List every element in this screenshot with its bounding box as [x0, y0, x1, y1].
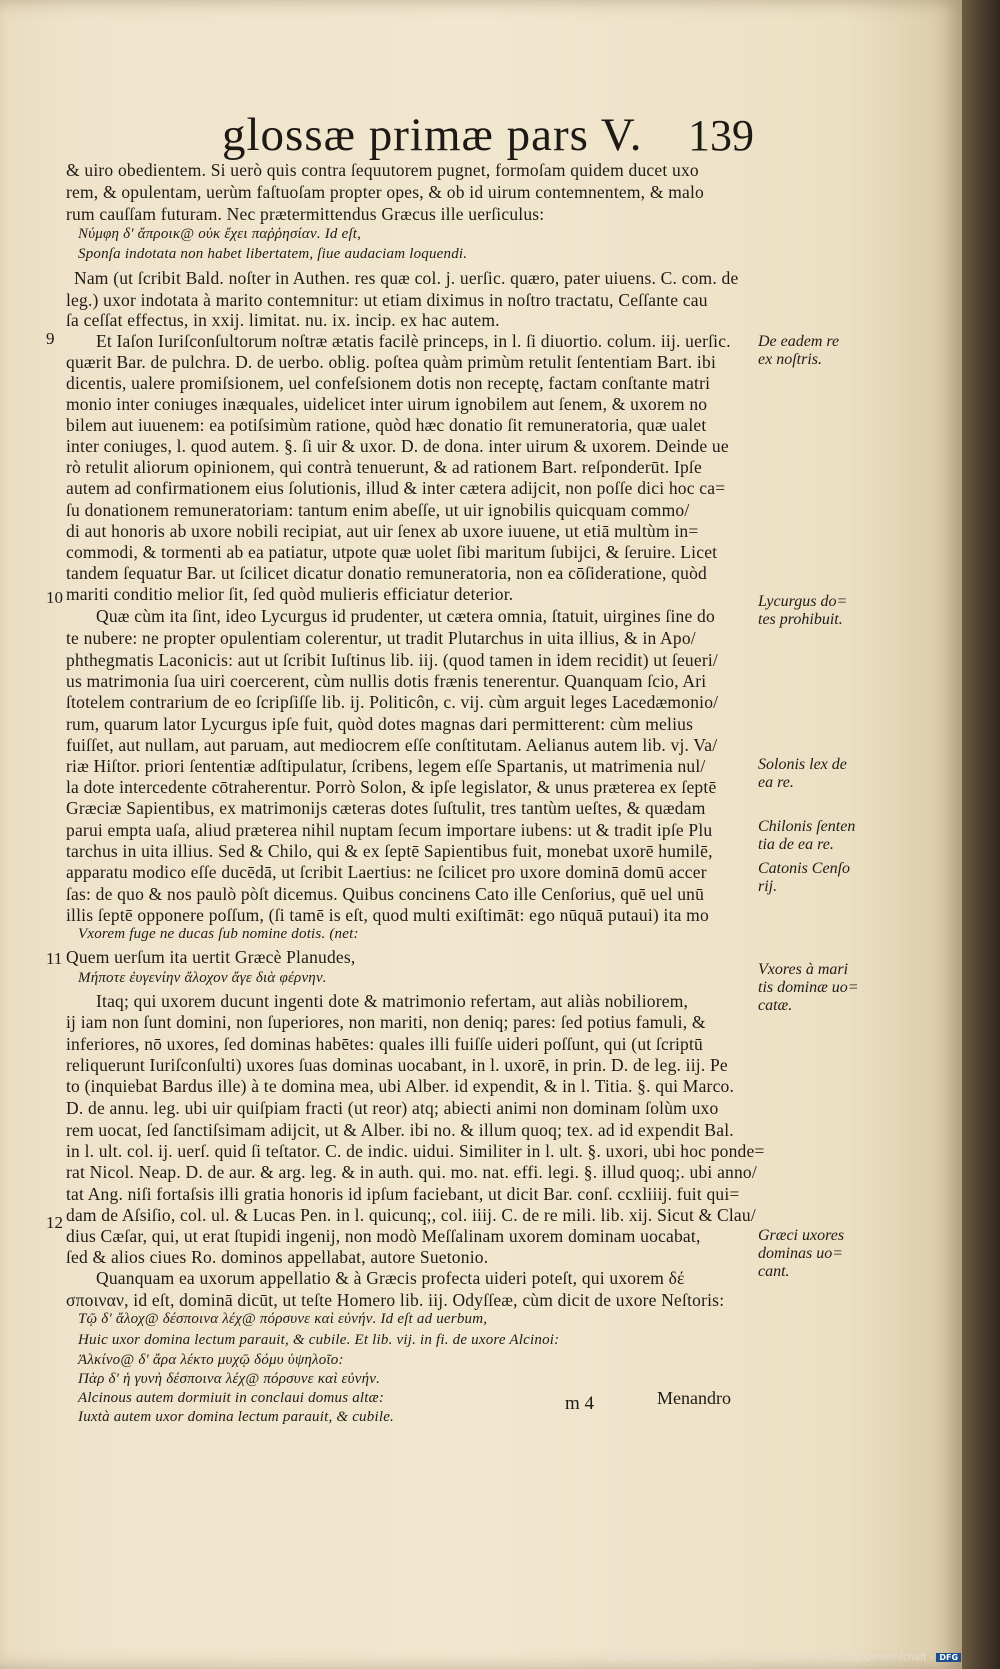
text-line: Iuxtà autem uxor domina lectum parauit, & cubile.	[78, 1409, 394, 1425]
text-line: ſu donationem remuneratoriam: tantum enim abeſſe, ut uir ignobilis quicquam commo/	[66, 500, 690, 520]
marginal-note-line: Solonis lex de	[758, 756, 847, 773]
text-line: rem, & opulentam, uerùm faſtuoſam propter opes, & ob id uirum contemnentem, & malo	[66, 182, 704, 202]
text-line: inter coniuges, l. quod autem. §. ſi uir & uxor. D. de dona. inter uirum & uxorem. Deinde ue	[66, 436, 729, 456]
marginal-note-line: Vxores à mari	[758, 961, 849, 978]
text-line: tandem ſequatur Bar. ut ſcilicet dicatur donatio remuneratoria, non ea cōſideratione, quòd	[66, 563, 707, 583]
text-line: apparatu modico eſſe ducēdā, ut ſcribit Laertius: ne ſcilicet pro uxore dominā domū accer	[66, 862, 707, 882]
text-line: rat Nicol. Neap. D. de aur. & arg. leg. & in auth. qui. mo. nat. effi. legi. §. illud quoq;. ubi anno/	[66, 1162, 757, 1182]
text-line: rem uocat, ſed ſanctiſsimam adijcit, ut & Alber. ibi no. & illum quoq; tex. ad id expendit Bal.	[66, 1120, 734, 1140]
text-line: monio inter coniuges inæquales, uidelicet inter uirum ignobilem aut ſenem, & uxorem no	[66, 394, 708, 414]
marginal-note-line: catæ.	[758, 997, 793, 1014]
marginal-note	[758, 756, 847, 792]
text-line: ſed & alios ciues Ro. dominos appellabat, autore Suetonio.	[66, 1247, 489, 1267]
marginal-note	[758, 333, 839, 369]
text-line: tat Ang. niſi fortaſsis illi gratia honoris id ipſum faciebant, ut dicit Bar. conſ. ccxliiij. fuit qui=	[66, 1184, 740, 1204]
text-line: te nubere: ne propter opulentiam colerentur, ut tradit Plutarchus in uita illius, & in Apo/	[66, 628, 696, 648]
text-line: Nam (ut ſcribit Bald. noſter in Authen. res quæ col. j. uerſic. quæro, pater uiuens. C. com. de	[74, 268, 739, 288]
text-line: rum cauſſam futuram. Nec prætermittendus Græcus ille uerſiculus:	[66, 204, 545, 224]
marginal-note	[758, 961, 859, 1015]
text-line: ſtotelem contrarium de eo ſcripſiſſe lib. ij. Politicôn, c. vij. cùm arguit leges Lacedæmonio/	[66, 692, 719, 712]
running-title: glossæ primæ pars V.	[222, 109, 643, 161]
text-line: ij iam non ſunt domini, non ſuperiores, non mariti, non deniq; pares: ſed potius famuli, &	[66, 1012, 706, 1032]
marginal-note-line: Catonis Cenſo	[758, 860, 851, 877]
marginal-note-line: cant.	[758, 1263, 790, 1280]
marginal-note-line: tia de ea re.	[758, 836, 834, 853]
marginal-note-line: Græci uxores	[758, 1227, 845, 1244]
text-line: Ἀλκίνο@ δ' ἄρα λέκτο μυχῷ δόμυ ὑψηλοῖο:	[78, 1352, 344, 1368]
text-line: rum, quarum lator Lycurgus ipſe fuit, quòd dotes magnas dari permitterent: cùm melius	[66, 714, 694, 734]
text-line: leg.) uxor indotata à marito contemnitur: ut etiam diximus in noſtro tractatu, Ceſſante cau	[66, 290, 708, 310]
text-line: Sponſa indotata non habet libertatem, ſiue audaciam loquendi.	[78, 246, 468, 262]
catchword: Menandro	[657, 1388, 731, 1408]
folio-number: 139	[688, 111, 754, 160]
marginal-note-line: ex noſtris.	[758, 351, 822, 368]
text-line: Græciæ Sapientibus, ex matrimonijs cæteras dotes ſuſtulit, tres tantùm ueſtes, & quædam	[66, 798, 706, 818]
digitization-credit	[600, 1652, 961, 1663]
text-line: Quem uerſum ita uertit Græcè Planudes,	[66, 947, 356, 967]
text-line: to (inquiebat Bardus ille) à te domina mea, ubi Alber. id expendit, & in l. Titia. §. qui Marco.	[66, 1076, 735, 1096]
text-line: Νύμφη δ' ἄπροικ@ οὐκ ἔχει παῤῥησίαν. Id eſt,	[78, 226, 362, 242]
text-line: illis ſeptē opponere poſſum, (ſi tamē is eſt, quod multi exiſtimāt: ego nūquā putaui) ita mo	[66, 905, 709, 925]
text-line: us matrimonia ſua uiri coercerent, cùm nullis dotis frænis tenerentur. Quanquam ſcio, Ari	[66, 671, 707, 691]
text-line: Τῷ δ' ἄλοχ@ δέσποινα λέχ@ πόρσυνε καὶ εὐνήν. Id eſt ad uerbum,	[78, 1311, 488, 1327]
text-line: Πὰρ δ' ἡ γυνὴ δέσποινα λέχ@ πόρσυνε καὶ εὐνήν.	[78, 1371, 381, 1387]
text-line: Quanquam ea uxorum appellatio & à Græcis profecta uideri poteſt, qui uxorem δέ	[96, 1268, 685, 1288]
text-line: di aut honoris ab uxore nobili recipiat, aut uir ſenex ab uxore iuuene, ut etiā multùm in=	[66, 521, 699, 541]
text-line: Quæ cùm ita ſint, ideo Lycurgus id prudenter, ut cætera omnia, ſtatuit, uirgines ſine do	[96, 606, 715, 626]
text-line: Alcinous autem dormiuit in conclaui domus altæ:	[78, 1390, 385, 1406]
marginal-note-line: dominas uo=	[758, 1245, 844, 1262]
marginal-note-line: rij.	[758, 878, 778, 895]
text-line: Et Iaſon Iuriſconſultorum noſtræ ætatis facilè princeps, in l. ſi diuortio. colum. iij. uerſic.	[96, 331, 731, 351]
text-line: dius Cæſar, qui, ut erat ſtupidi ingenij, non modò Meſſalinam uxorem dominam uocabat,	[66, 1226, 701, 1246]
text-line: in l. ult. col. ij. uerſ. quid ſi teſtator. C. de indic. uidui. Similiter in l. ult. §. uxori, ubi hoc ponde=	[66, 1141, 765, 1161]
text-line: rò retulit aliorum opinionem, qui contrà tenuerunt, & ad rationem Bart. reſponderūt. Ipſe	[66, 457, 702, 477]
credit-text: Digitaliſierung gefördert durch die Deutſche Forſchungsgemeinſchaft -	[600, 1652, 934, 1663]
text-line: dicentis, ualere promiſsionem, uel confeſsionem dotis non receptę, factam conſtante matri	[66, 373, 711, 393]
marginal-note	[758, 860, 850, 896]
text-line: reliquerunt Iuriſconſulti) uxores ſuas dominas uocabant, in l. uxorē, in prin. D. de leg. iij. Pe	[66, 1055, 728, 1075]
text-line: tarchus in uita illius. Sed & Chilo, qui & ex ſeptē Sapientibus fuit, monebat uxorē humilē,	[66, 841, 713, 861]
text-line: la dote intercedente cōtraherentur. Porrò Solon, & ipſe legislator, & unus præterea ex ſeptē	[66, 777, 717, 797]
marginal-note-line: Lycurgus do=	[758, 593, 848, 610]
text-line: commodi, & tormenti ab ea patiatur, utpote quæ uolet ſibi maritum ſubijci, & ſeruire. Licet	[66, 542, 718, 562]
section-number: 11	[46, 949, 63, 968]
text-line: bilem aut iuuenem: ea potiſsimùm ratione, quòd hæc donatio ſit remuneratoria, quæ ualet	[66, 415, 707, 435]
text-line: riæ Hiſtor. priori ſententiæ adſtipulatur, ſcribens, legem eſſe Spartanis, ut matrimenia nul/	[66, 756, 706, 776]
text-line: ſas: de quo & nos paulò pòſt dicemus. Quibus concinens Cato ille Cenſorius, quē uel unū	[66, 884, 705, 904]
text-line: inferiores, nō uxores, ſed dominas habētes: quales illi fuiſſe uideri poſſunt, qui (ut ſcriptū	[66, 1034, 703, 1054]
text-line: quærit Bar. de pulchra. D. de uerbo. oblig. poſtea quàm primùm retulit ſententiam Bart. ibi	[66, 352, 717, 372]
text-line: σποιναν, id eſt, dominā dicūt, ut teſte Homero lib. iij. Odyſſeæ, cùm dicit de uxore Neſtoris:	[66, 1290, 725, 1310]
text-line: Μήποτε ἐυγενίην ἄλοχον ἄγε διὰ φέρνην.	[78, 970, 327, 986]
marginal-note	[758, 593, 847, 629]
marginal-note-line: tis dominæ uo=	[758, 979, 859, 996]
marginal-note-line: De eadem re	[758, 333, 840, 350]
marginal-note	[758, 818, 855, 854]
section-number: 10	[46, 588, 63, 607]
section-number: 9	[46, 329, 55, 348]
section-number: 12	[46, 1213, 63, 1232]
text-line: ſa ceſſat effectus, in xxij. limitat. nu. ix. incip. ex hac autem.	[66, 310, 500, 330]
text-line: fuiſſet, aut nullam, aut paruam, aut mediocrem eſſe conſtitutam. Aelianus autem lib. vj. Va/	[66, 735, 718, 755]
marginal-note	[758, 1227, 844, 1281]
page-header	[0, 108, 962, 168]
text-line: mariti conditio melior ſit, ſed quòd mulieris efficiatur deterior.	[66, 584, 514, 604]
marginal-note-line: Chilonis ſenten	[758, 818, 856, 835]
text-line: D. de annu. leg. ubi uir quiſpiam fracti (ut reor) atq; abiecti animi non dominam ſolùm uxo	[66, 1098, 719, 1118]
text-line: autem ad confirmationem eius ſolutionis, illud & inter cætera adijcit, non poſſe dici hoc ca=	[66, 478, 726, 498]
marginal-note-line: tes prohibuit.	[758, 611, 843, 628]
text-line: Huic uxor domina lectum parauit, & cubile. Et lib. vij. in fi. de uxore Alcinoi:	[78, 1332, 560, 1348]
text-line: phthegmatis Laconicis: aut ut ſcribit Iuſtinus lib. iij. (quod tamen in idem recidit) ut ſeueri/	[66, 650, 718, 670]
text-line: dam de Aſsiſio, col. ul. & Lucas Pen. in l. quicunq;, col. iiij. C. de re mili. lib. xij. Sicut & Clau/	[66, 1205, 756, 1225]
text-line: Itaq; qui uxorem ducunt ingenti dote & matrimonio refertam, aut aliàs nobiliorem,	[96, 991, 689, 1011]
text-line: & uiro obedientem. Si uerò quis contra ſequutorem pugnet, formoſam quidem ducet uxo	[66, 160, 699, 180]
signature-mark: m 4	[565, 1393, 595, 1414]
marginal-note-line: ea re.	[758, 774, 794, 791]
text-line: Vxorem fuge ne ducas ſub nomine dotis. (net:	[78, 926, 359, 942]
book-edge	[962, 0, 1000, 1669]
text-line: parui empta uaſa, aliud præterea nihil nuptam ſecum importare iubens: ut & tradit ipſe Plu	[66, 820, 713, 840]
dfg-logo: DFG	[936, 1653, 961, 1662]
